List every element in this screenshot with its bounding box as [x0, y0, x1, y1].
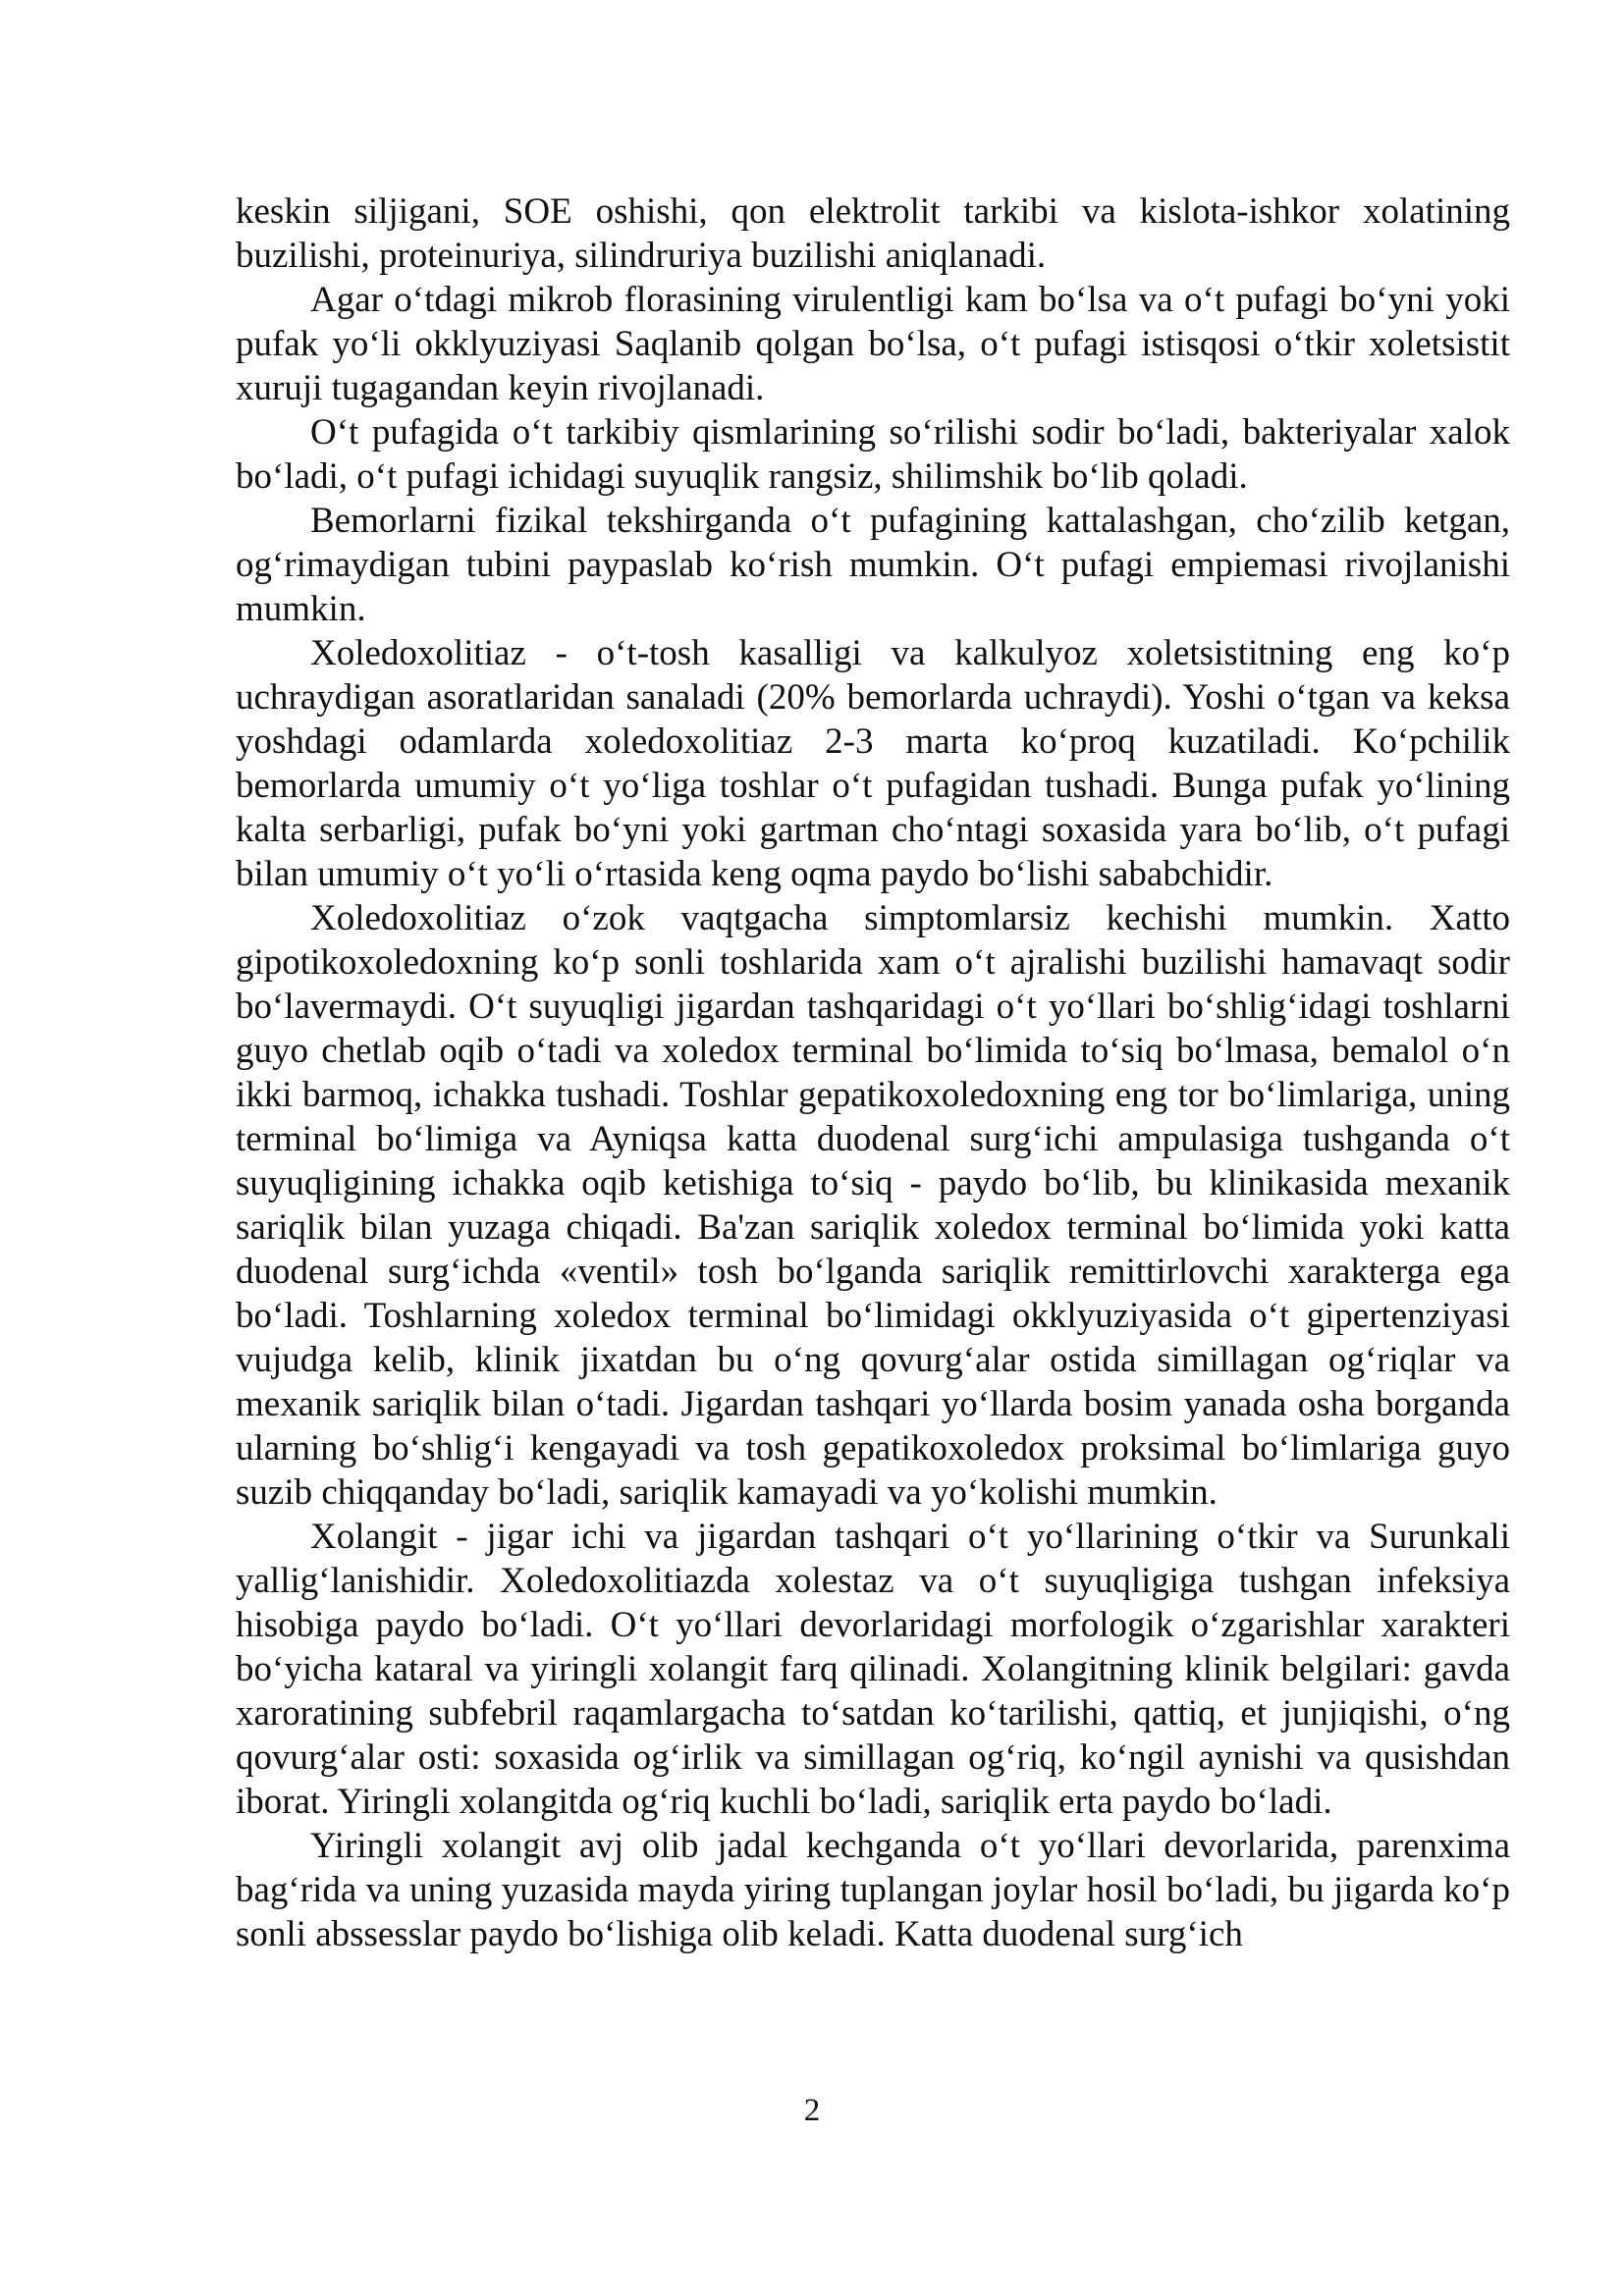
paragraph-choledocholithiasis-course: Xoledoxolitiaz o‘zok vaqtgacha simptomlarsiz kechishi mumkin. Xatto gipotikoxoledoxning ko‘p sonli toshlarida xam o‘t ajralishi buzilishi hamavaqt sodir bo‘lavermaydi. O‘t suyuqligi jigardan tashqaridagi o‘t yo‘llari bo‘shlig‘idagi toshlarni guyo chetlab oqib o‘tadi va xoledox terminal bo‘limida to‘siq bo‘lmasa, bemalol o‘n ikki barmoq, ichakka tushadi. Toshlar gepatikoxoledoxning eng tor bo‘limlariga, uning terminal bo‘limiga va Ayniqsa katta duodenal surg‘ichi ampulasiga tushganda o‘t suyuqligining ichakka oqib ketishiga to‘siq - paydo bo‘lib, bu klinikasida mexanik sariqlik bilan yuzaga chiqadi. Ba'zan sariqlik xoledox terminal bo‘limida yoki katta duodenal surg‘ichda «ventil» tosh bo‘lganda sariqlik remittirlovchi xarakterga ega bo‘ladi. Toshlarning xoledox terminal bo‘limidagi okklyuziyasida o‘t gipertenziyasi vujudga kelib, klinik jixatdan bu o‘ng qovurg‘alar ostida simillagan og‘riqlar va mexanik sariqlik bilan o‘tadi. Jigardan tashqari yo‘llarda bosim yanada osha borganda ularning bo‘shlig‘i kengayadi va tosh gepatikoxoledox proksimal bo‘limlariga guyo suzib chiqqanday bo‘ladi, sariqlik kamayadi va yo‘kolishi mumkin. — [236, 898, 1510, 1513]
paragraph-gallbladder-hydrops: Agar o‘tdagi mikrob florasining virulentligi kam bo‘lsa va o‘t pufagi bo‘yni yoki pufak yo‘li okklyuziyasi Saqlanib qolgan bo‘lsa, o‘t pufagi istisqosi o‘tkir xoletsistit xuruji tugagandan keyin rivojlanadi. — [236, 280, 1510, 408]
paragraph-physical-exam: Bemorlarni fizikal tekshirganda o‘t pufagining kattalashgan, cho‘zilib ketgan, og‘rimaydigan tubini paypaslab ko‘rish mumkin. O‘t pufagi empiemasi rivojlanishi mumkin. — [236, 501, 1510, 629]
body-text — [236, 189, 1510, 1956]
paragraph-choledocholithiasis: Xoledoxolitiaz - o‘t-tosh kasalligi va kalkulyoz xoletsistitning eng ko‘p uchraydigan asoratlaridan sanaladi (20% bemorlarda uchraydi). Yoshi o‘tgan va keksa yoshdagi odamlarda xoledoxolitiaz 2-3 marta ko‘proq kuzatiladi. Ko‘pchilik bemorlarda umumiy o‘t yo‘liga toshlar o‘t pufagidan tushadi. Bunga pufak yo‘lining kalta serbarligi, pufak bo‘yni yoki gartman cho‘ntagi soxasida yara bo‘lib, o‘t pufagi bilan umumiy o‘t yo‘li o‘rtasida keng oqma paydo bo‘lishi sababchidir. — [236, 633, 1510, 894]
page-number: 2 — [803, 2093, 821, 2128]
paragraph-purulent-cholangitis: Yiringli xolangit avj olib jadal kechganda o‘t yo‘llari devorlarida, parenxima bag‘rida va uning yuzasida mayda yiring tuplangan joylar hosil bo‘ladi, bu jigarda ko‘p sonli abssesslar paydo bo‘lishiga olib keladi. Katta duodenal surg‘ich — [236, 1826, 1510, 1954]
paragraph-bile-absorption: O‘t pufagida o‘t tarkibiy qismlarining so‘rilishi sodir bo‘ladi, bakteriyalar xalok bo‘ladi, o‘t pufagi ichidagi suyuqlik rangsiz, shilimshik bo‘lib qoladi. — [236, 412, 1510, 497]
paragraph-continuation: keskin siljigani, SOE oshishi, qon elektrolit tarkibi va kislota-ishkor xolatining buzilishi, proteinuriya, silindruriya buzilishi aniqlanadi. — [236, 191, 1510, 276]
paragraph-cholangitis: Xolangit - jigar ichi va jigardan tashqari o‘t yo‘llarining o‘tkir va Surunkali yallig‘lanishidir. Xoledoxolitiazda xolestaz va o‘t suyuqligiga tushgan infeksiya hisobiga paydo bo‘ladi. O‘t yo‘llari devorlaridagi morfologik o‘zgarishlar xarakteri bo‘yicha kataral va yiringli xolangit farq qilinadi. Xolangitning klinik belgilari: gavda xaroratining subfebril raqamlargacha to‘satdan ko‘tarilishi, qattiq, et junjiqishi, o‘ng qovurg‘alar osti: soxasida og‘irlik va simillagan og‘riq, ko‘ngil aynishi va qusishdan iborat. Yiringli xolangitda og‘riq kuchli bo‘ladi, sariqlik erta paydo bo‘ladi. — [236, 1517, 1510, 1822]
